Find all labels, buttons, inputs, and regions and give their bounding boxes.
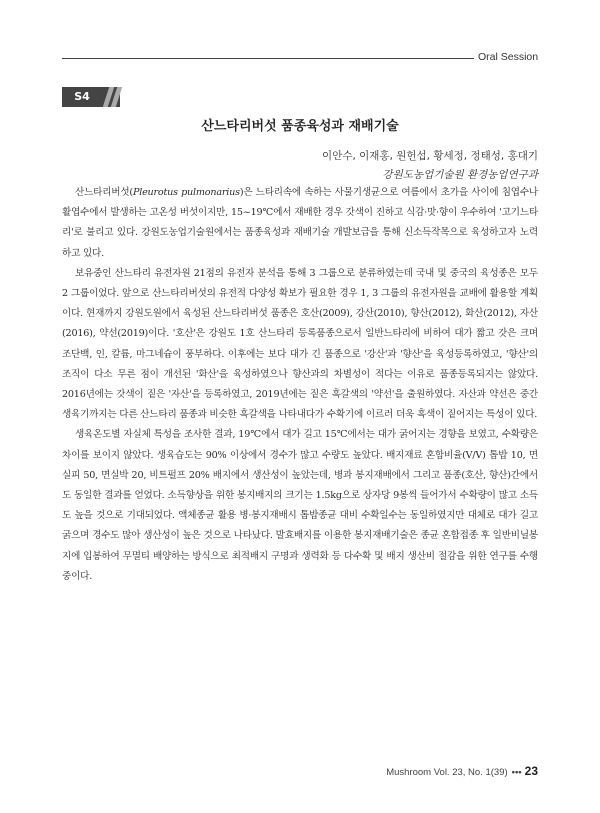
header-rule [62, 58, 474, 59]
abstract-body [62, 183, 538, 587]
paragraph-1: 산느타리버섯(Pleurotus pulmonarius)은 느타리속에 속하는 사물기생균으로 여름에서 초가을 사이에 침엽수나 활엽수에서 발생하는 고온성 버섯이지만, 15~19℃에서 재배한 경우 갓색이 진하고 식감·맛·향이 우수하여 '고기느타리'로 불리고 있다. 강원도농업기술원에서는 품종육성과 재배기술 개발보급을 통해 신소득작목으로 육성하고자 노력하고 있다. [62, 187, 538, 259]
scientific-name: Pleurotus pulmonarius [132, 187, 240, 198]
page-footer [386, 764, 538, 778]
page-number: 23 [524, 764, 538, 778]
paragraph-3: 생육온도별 자실체 특성을 조사한 결과, 19℃에서 대가 길고 15℃에서는 대가 굵어지는 경향을 보였고, 수확량은 차이를 보이지 않았다. 생육습도는 90% 이상에서 경수가 많고 수량도 높았다. 배지재료 혼합비율(V/V) 톱밥 10, 면실피 50, 면실박 20, 비트펄프 20% 배지에서 생산성이 높았는데, 병과 봉지재배에서 그리고 품종(호산, 향산)간에서도 동일한 결과를 얻었다. 소득향상을 위한 봉지배지의 크기는 1.5kg으로 상자당 9봉씩 들어가서 수확량이 많고 소득도 높을 것으로 기대되었다. 액체종균 활용 병·봉지재배시 톱밥종균 대비 수확일수는 동일하였지만 대체로 대가 길고 굵으며 경수도 많아 생산성이 높은 것으로 나타났다. 발효배지를 이용한 봉지재배기술은 종균 혼합접종 후 일반비닐봉지에 입봉하여 무멸티 배양하는 방식으로 최적배지 구명과 생력화 등 다수확 및 배지 생산비 절감을 위한 연구를 수행중이다. [62, 429, 538, 582]
session-tag-label: S4 [74, 90, 90, 103]
section-label: Oral Session [478, 51, 539, 63]
footer-dots: ••• [511, 767, 522, 778]
journal-citation: Mushroom Vol. 23, No. 1(39) [386, 767, 508, 778]
session-tag [62, 87, 120, 107]
paper-title: 산느타리버섯 품종육성과 재배기술 [201, 119, 399, 134]
affiliation: 강원도농업기술원 환경농업연구과 [382, 169, 538, 181]
author-list: 이안수, 이재홍, 원헌섭, 황세정, 정태성, 홍대기 [322, 150, 538, 162]
paragraph-2: 보유중인 산느타리 유전자원 21점의 유전자 분석을 통해 3 그룹으로 분류하였는데 국내 및 중국의 육성종은 모두 2 그룹이었다. 앞으로 산느타리버섯의 유전적 다양성 확보가 필요한 경우 1, 3 그룹의 유전자원을 교배에 활용할 계획이다. 현재까지 강원도원에서 육성된 산느타리버섯 품종은 호산(2009), 강산(2010), 향산(2012), 화산(2012), 자산(2016), 약선(2019)이다. '호산'은 강원도 1호 산느타리 등록품종으로서 일반느타리에 비하여 대가 짧고 갓은 크며 조단백, 인, 칼륨, 마그네슘이 풍부하다. 이후에는 보다 대가 긴 품종으로 '강산'과 '향산'을 육성등록하였고, '향산'의 조직이 다소 무른 점이 개선된 '화산'을 육성하였으나 향산과의 차별성이 적다는 이유로 품종등록되지는 않았다. 2016년에는 갓색이 짙은 '자산'을 등록하였고, 2019년에는 짙은 흑갈색의 '약선'을 출원하였다. 자산과 약선은 중간 생육기까지는 다른 산느타리 품종과 비슷한 흑갈색을 나타내다가 수확기에 이르러 더욱 흑색이 짙어지는 특성이 있다. [62, 267, 538, 421]
